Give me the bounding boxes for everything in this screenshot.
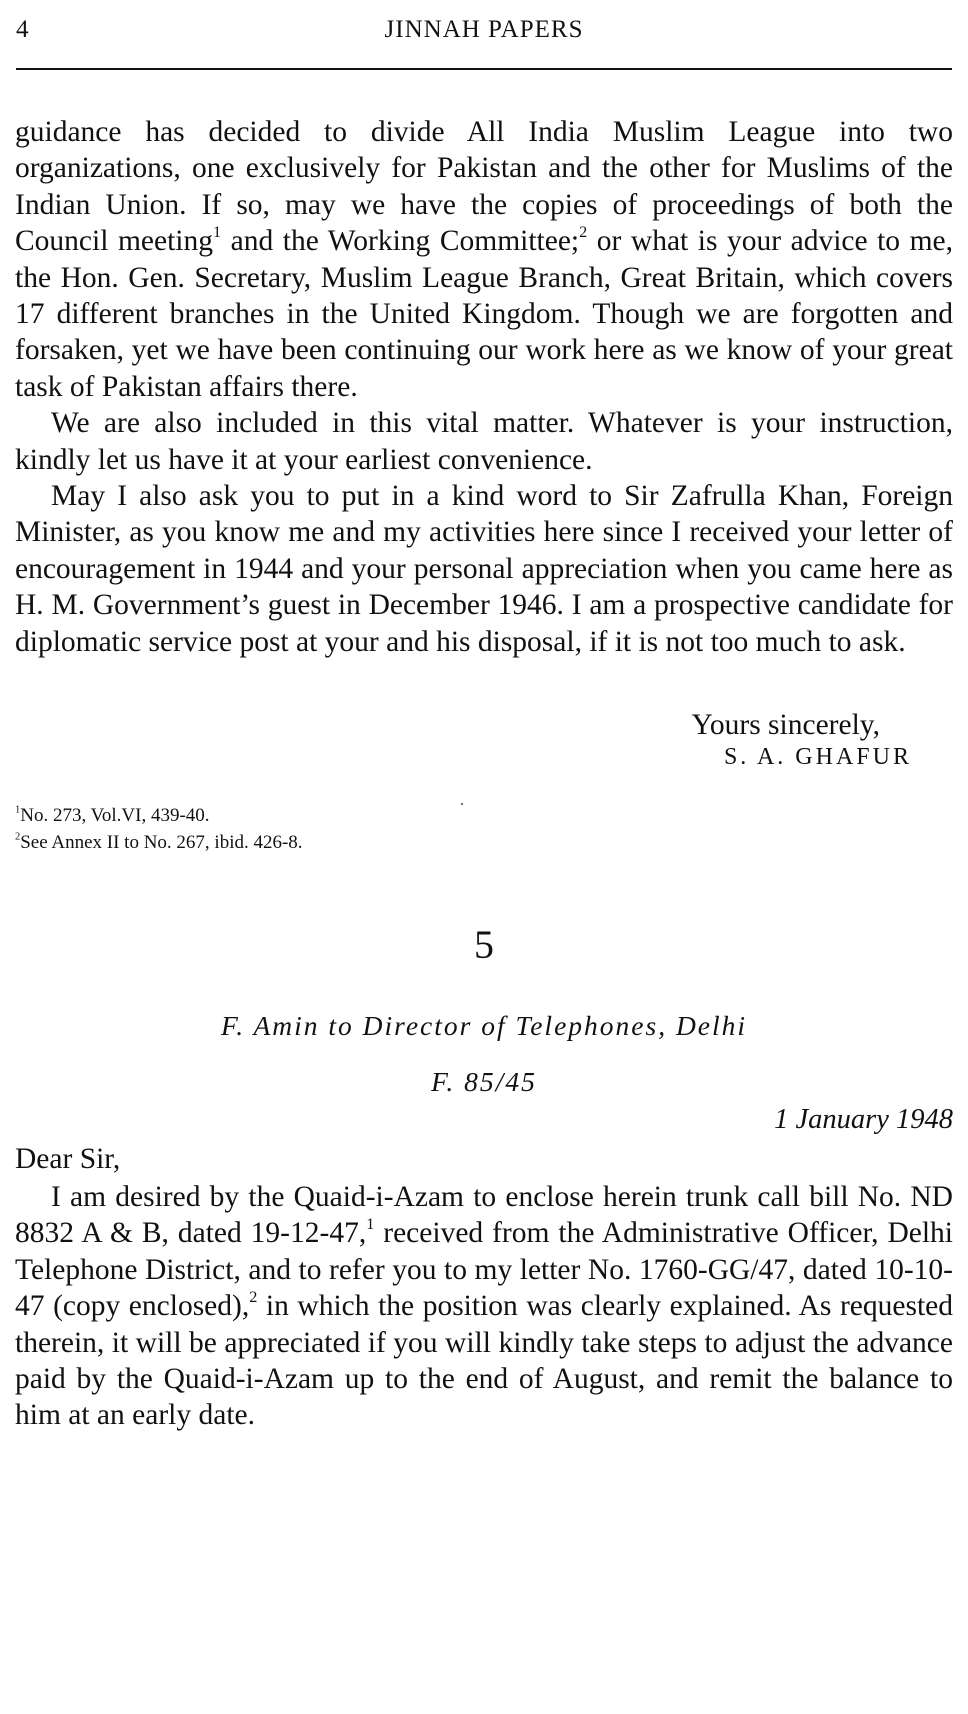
salutation: Dear Sir,: [15, 1143, 121, 1175]
paragraph-text: received from the Administrative Officer, Delhi Telephone District, and to refer you to my letter No. 1760-GG/47, dated 10-10-47 (copy enclosed),: [15, 1217, 953, 1323]
running-header: [16, 14, 952, 46]
paragraph-text: We are also included in this vital matter. Whatever is your instruction, kindly let us have it at your earliest convenience.: [15, 407, 953, 476]
running-title: JINNAH PAPERS: [384, 16, 584, 43]
document-heading: F. Amin to Director of Telephones, Delhi: [220, 1010, 748, 1041]
footnote-reference: 2: [579, 223, 588, 242]
complimentary-close: Yours sincerely,: [691, 709, 880, 741]
header-rule: [16, 68, 952, 70]
document-5-paragraph-1: [15, 1179, 953, 1434]
footnote-2: [15, 829, 615, 856]
letter-4-paragraph-3: [15, 478, 953, 660]
letter-4-paragraph-1: [15, 114, 953, 405]
footnote-reference: 2: [249, 1288, 258, 1307]
letter-4-body: [15, 114, 953, 660]
document-5-body: [15, 1179, 953, 1434]
page-number: 4: [16, 16, 29, 43]
footnote-reference: 1: [212, 223, 222, 242]
letter-4-paragraph-2: [15, 405, 953, 478]
letter-date: 1 January 1948: [774, 1104, 953, 1135]
footnote-2-mark: 2: [15, 831, 21, 843]
paragraph-text: I am desired by the Quaid-i-Azam to enclose herein trunk call bill No. ND 8832 A & B, dated 19-12-47,: [15, 1181, 953, 1250]
footnote-1-mark: 1: [15, 804, 21, 816]
paragraph-text: or what is your advice to me, the Hon. Gen. Secretary, Muslim League Branch, Great Britain, which covers 17 different branches in the United Kingdom. Though we are forgotten and forsaken, yet we have been continuing our work here as we know of your great task of Pakistan affairs there.: [15, 225, 954, 403]
footnote-1: [15, 802, 615, 829]
footnote-reference: 1: [366, 1215, 375, 1234]
footnote-2-text: See Annex II to No. 267, ibid. 426-8.: [20, 832, 303, 853]
paragraph-text: and the Working Committee;: [221, 225, 580, 258]
document-number: 5: [474, 922, 494, 967]
file-reference: F. 85/45: [431, 1066, 537, 1097]
paragraph-text: guidance has decided to divide All India Muslim League into two organizations, one exclusively for Pakistan and the other for Muslims of the Indian Union. If so, may we have the copies of proceedings of both the Council meeting: [15, 116, 953, 258]
paragraph-text: May I also ask you to put in a kind word to Sir Zafrulla Khan, Foreign Minister, as you know me and my activities here since I received your letter of encouragement in 1944 and your personal appreciation when you came here as H. M. Government’s guest in December 1946. I am a prospective candidate for diplomatic service post at your and his disposal, if it is not too much to ask.: [15, 480, 953, 658]
paragraph-text: in which the position was clearly explained. As requested therein, it will be appreciated if you will kindly take steps to adjust the advance paid by the Quaid-i-Azam up to the end of August, and remit the balance to him at an early date.: [15, 1290, 953, 1432]
signature: S. A. GHAFUR: [723, 744, 912, 770]
footnotes: [15, 802, 615, 856]
footnote-1-text: No. 273, Vol.VI, 439-40.: [20, 805, 210, 826]
